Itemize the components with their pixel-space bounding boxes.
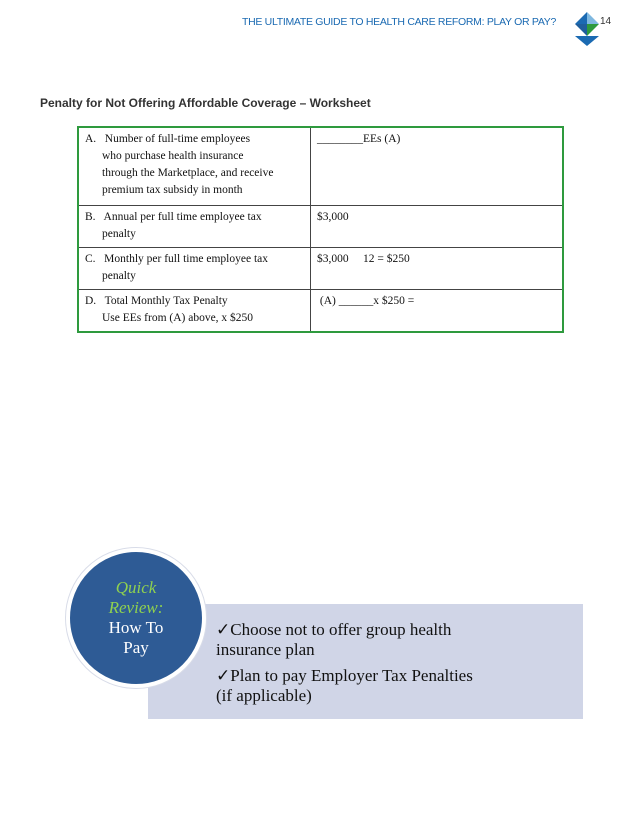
row-value: (A) ______x $250 = bbox=[311, 289, 564, 332]
list-item: ✓Choose not to offer group health insurance plan bbox=[216, 620, 452, 659]
worksheet-table bbox=[77, 126, 564, 333]
page-number: 14 bbox=[600, 16, 612, 27]
list-item: ✓Plan to pay Employer Tax Penalties (if applicable) bbox=[216, 666, 473, 705]
how-to-label: How To bbox=[108, 618, 164, 637]
quick-label: Quick bbox=[115, 578, 157, 597]
row-label: A. Number of full-time employees who purchase health insurance through the Marketplace, and receive premium tax subsidy in month bbox=[78, 127, 311, 205]
review-circle bbox=[66, 548, 206, 688]
row-value: ________EEs (A) bbox=[311, 127, 564, 205]
table-row bbox=[78, 289, 563, 332]
diamond-logo-icon bbox=[574, 10, 600, 48]
worksheet-title: Penalty for Not Offering Affordable Coverage – Worksheet bbox=[40, 96, 371, 110]
row-label: C. Monthly per full time employee tax penalty bbox=[78, 247, 311, 289]
row-label: D. Total Monthly Tax Penalty Use EEs from (A) above, x $250 bbox=[78, 289, 311, 332]
document-title: THE ULTIMATE GUIDE TO HEALTH CARE REFORM: PLAY OR PAY? bbox=[241, 16, 556, 28]
table-row bbox=[78, 247, 563, 289]
table-row bbox=[78, 127, 563, 205]
row-value: $3,000 12 = $250 bbox=[311, 247, 564, 289]
review-bullets bbox=[216, 620, 473, 712]
checkmark-icon: ✓ bbox=[216, 620, 231, 639]
pay-label: Pay bbox=[123, 638, 149, 657]
row-value: $3,000 bbox=[311, 205, 564, 247]
review-label: Review: bbox=[108, 598, 164, 617]
table-row bbox=[78, 205, 563, 247]
checkmark-icon: ✓ bbox=[216, 666, 231, 685]
row-label: B. Annual per full time employee tax penalty bbox=[78, 205, 311, 247]
